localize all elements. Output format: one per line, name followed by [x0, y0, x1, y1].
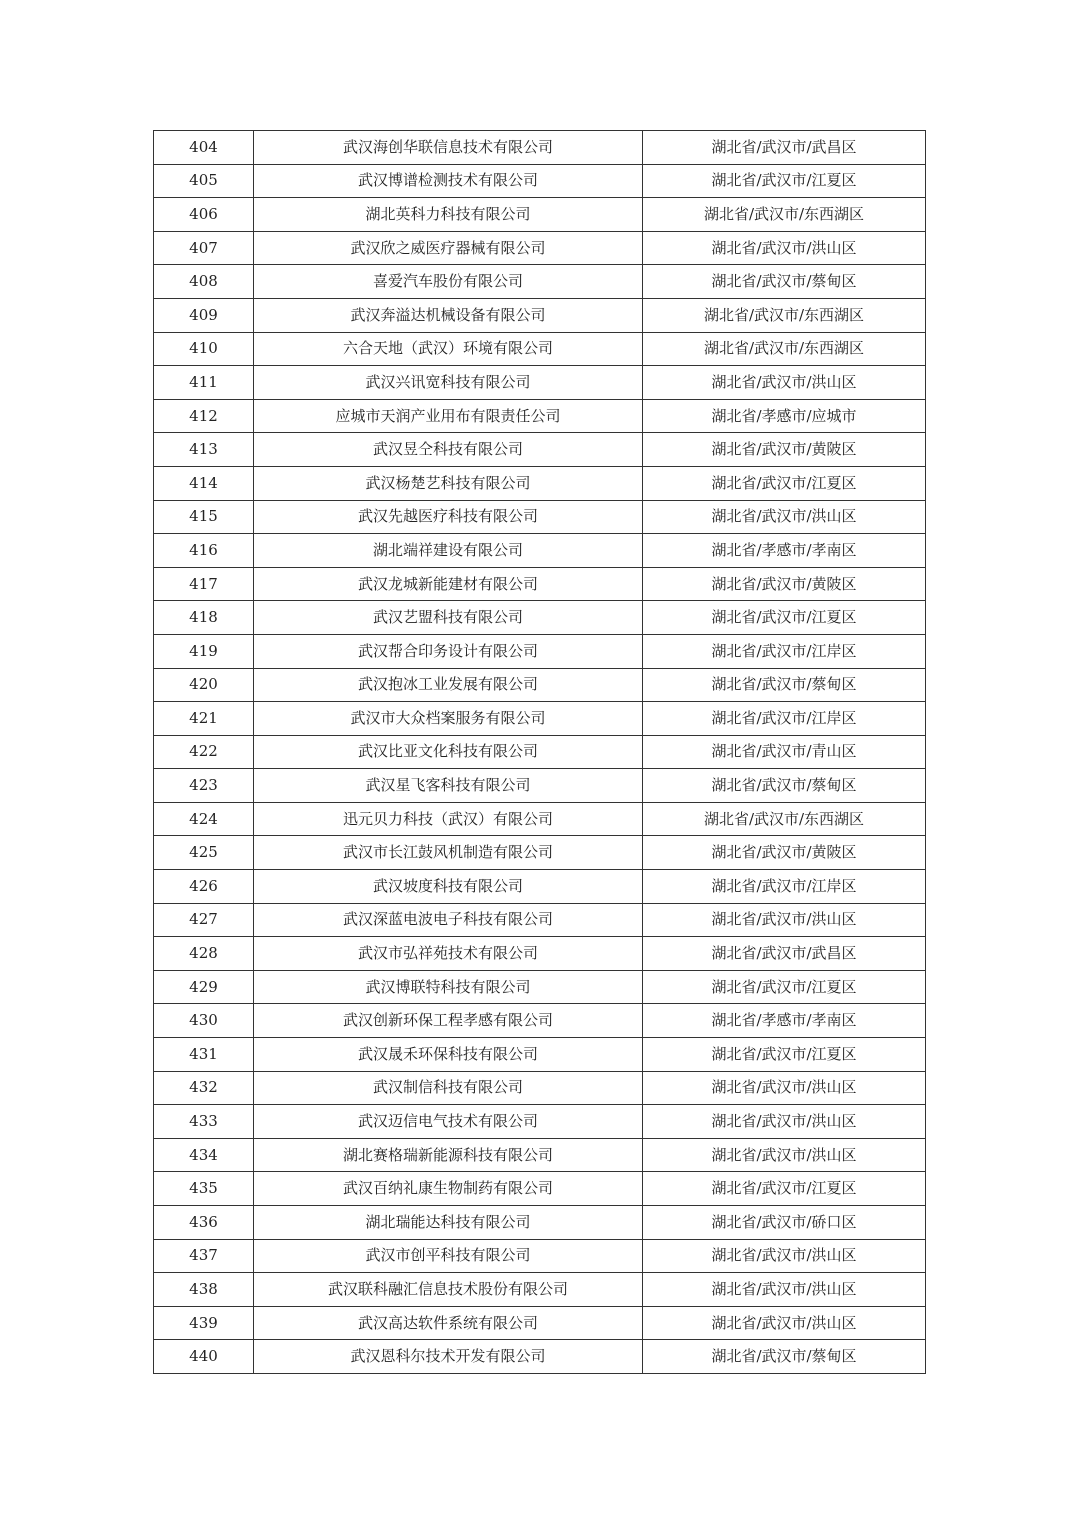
- company-name-cell: 武汉高达软件系统有限公司: [254, 1306, 643, 1340]
- table-row: [154, 836, 926, 870]
- table-row: [154, 970, 926, 1004]
- location-cell: 湖北省/武汉市/黄陂区: [643, 567, 926, 601]
- location-cell: 湖北省/武汉市/黄陂区: [643, 433, 926, 467]
- row-number-cell: 417: [154, 567, 254, 601]
- location-cell: 湖北省/孝感市/孝南区: [643, 534, 926, 568]
- location-cell: 湖北省/武汉市/江夏区: [643, 970, 926, 1004]
- row-number-cell: 405: [154, 164, 254, 198]
- table-row: [154, 332, 926, 366]
- row-number-cell: 428: [154, 937, 254, 971]
- row-number-cell: 434: [154, 1138, 254, 1172]
- company-name-cell: 武汉市大众档案服务有限公司: [254, 702, 643, 736]
- table-row: [154, 1239, 926, 1273]
- company-name-cell: 武汉创新环保工程孝感有限公司: [254, 1004, 643, 1038]
- location-cell: 湖北省/孝感市/应城市: [643, 399, 926, 433]
- location-cell: 湖北省/武汉市/东西湖区: [643, 332, 926, 366]
- table-row: [154, 466, 926, 500]
- location-cell: 湖北省/武汉市/洪山区: [643, 903, 926, 937]
- company-name-cell: 武汉欣之威医疗器械有限公司: [254, 231, 643, 265]
- location-cell: 湖北省/武汉市/洪山区: [643, 1239, 926, 1273]
- table-row: [154, 769, 926, 803]
- table-row: [154, 668, 926, 702]
- row-number-cell: 423: [154, 769, 254, 803]
- table-row: [154, 903, 926, 937]
- row-number-cell: 420: [154, 668, 254, 702]
- location-cell: 湖北省/武汉市/东西湖区: [643, 802, 926, 836]
- row-number-cell: 404: [154, 131, 254, 165]
- row-number-cell: 426: [154, 870, 254, 904]
- table-row: [154, 1004, 926, 1038]
- row-number-cell: 418: [154, 601, 254, 635]
- company-list-table: [153, 130, 926, 1374]
- row-number-cell: 416: [154, 534, 254, 568]
- table-row: [154, 1105, 926, 1139]
- location-cell: 湖北省/武汉市/江夏区: [643, 164, 926, 198]
- company-name-cell: 武汉海创华联信息技术有限公司: [254, 131, 643, 165]
- row-number-cell: 411: [154, 366, 254, 400]
- table-row: [154, 1038, 926, 1072]
- location-cell: 湖北省/武汉市/洪山区: [643, 366, 926, 400]
- company-name-cell: 武汉市长江鼓风机制造有限公司: [254, 836, 643, 870]
- row-number-cell: 409: [154, 298, 254, 332]
- table-row: [154, 399, 926, 433]
- company-name-cell: 武汉博谱检测技术有限公司: [254, 164, 643, 198]
- table-body: [154, 131, 926, 1374]
- company-name-cell: 武汉深蓝电波电子科技有限公司: [254, 903, 643, 937]
- location-cell: 湖北省/武汉市/江夏区: [643, 466, 926, 500]
- location-cell: 湖北省/武汉市/蔡甸区: [643, 1340, 926, 1374]
- location-cell: 湖北省/武汉市/江夏区: [643, 601, 926, 635]
- table-row: [154, 1138, 926, 1172]
- row-number-cell: 408: [154, 265, 254, 299]
- company-name-cell: 湖北端祥建设有限公司: [254, 534, 643, 568]
- company-name-cell: 武汉艺盟科技有限公司: [254, 601, 643, 635]
- location-cell: 湖北省/武汉市/黄陂区: [643, 836, 926, 870]
- company-name-cell: 湖北英科力科技有限公司: [254, 198, 643, 232]
- table-row: [154, 231, 926, 265]
- location-cell: 湖北省/武汉市/江岸区: [643, 870, 926, 904]
- company-name-cell: 武汉比亚文化科技有限公司: [254, 735, 643, 769]
- row-number-cell: 427: [154, 903, 254, 937]
- location-cell: 湖北省/武汉市/青山区: [643, 735, 926, 769]
- location-cell: 湖北省/武汉市/洪山区: [643, 500, 926, 534]
- company-name-cell: 武汉帮合印务设计有限公司: [254, 634, 643, 668]
- row-number-cell: 431: [154, 1038, 254, 1072]
- table-row: [154, 567, 926, 601]
- table-row: [154, 500, 926, 534]
- location-cell: 湖北省/武汉市/洪山区: [643, 1138, 926, 1172]
- table-row: [154, 634, 926, 668]
- company-name-cell: 武汉制信科技有限公司: [254, 1071, 643, 1105]
- row-number-cell: 439: [154, 1306, 254, 1340]
- company-name-cell: 武汉迈信电气技术有限公司: [254, 1105, 643, 1139]
- row-number-cell: 440: [154, 1340, 254, 1374]
- location-cell: 湖北省/武汉市/蔡甸区: [643, 265, 926, 299]
- company-name-cell: 武汉先越医疗科技有限公司: [254, 500, 643, 534]
- location-cell: 湖北省/武汉市/江夏区: [643, 1038, 926, 1072]
- table-row: [154, 265, 926, 299]
- location-cell: 湖北省/武汉市/洪山区: [643, 1071, 926, 1105]
- location-cell: 湖北省/武汉市/江岸区: [643, 634, 926, 668]
- company-name-cell: 武汉恩科尔技术开发有限公司: [254, 1340, 643, 1374]
- company-name-cell: 武汉百纳礼康生物制药有限公司: [254, 1172, 643, 1206]
- table-row: [154, 1172, 926, 1206]
- row-number-cell: 438: [154, 1273, 254, 1307]
- company-name-cell: 武汉晟禾环保科技有限公司: [254, 1038, 643, 1072]
- location-cell: 湖北省/武汉市/江岸区: [643, 702, 926, 736]
- location-cell: 湖北省/武汉市/蔡甸区: [643, 769, 926, 803]
- row-number-cell: 422: [154, 735, 254, 769]
- table-row: [154, 534, 926, 568]
- table-row: [154, 601, 926, 635]
- row-number-cell: 410: [154, 332, 254, 366]
- company-name-cell: 武汉市创平科技有限公司: [254, 1239, 643, 1273]
- location-cell: 湖北省/武汉市/洪山区: [643, 1273, 926, 1307]
- location-cell: 湖北省/武汉市/江夏区: [643, 1172, 926, 1206]
- company-name-cell: 武汉星飞客科技有限公司: [254, 769, 643, 803]
- location-cell: 湖北省/武汉市/武昌区: [643, 937, 926, 971]
- location-cell: 湖北省/武汉市/洪山区: [643, 231, 926, 265]
- row-number-cell: 407: [154, 231, 254, 265]
- table-row: [154, 1273, 926, 1307]
- row-number-cell: 424: [154, 802, 254, 836]
- table-row: [154, 131, 926, 165]
- row-number-cell: 436: [154, 1206, 254, 1240]
- company-name-cell: 武汉龙城新能建材有限公司: [254, 567, 643, 601]
- table-row: [154, 735, 926, 769]
- row-number-cell: 406: [154, 198, 254, 232]
- location-cell: 湖北省/武汉市/蔡甸区: [643, 668, 926, 702]
- company-name-cell: 武汉抱冰工业发展有限公司: [254, 668, 643, 702]
- company-name-cell: 武汉坡度科技有限公司: [254, 870, 643, 904]
- row-number-cell: 430: [154, 1004, 254, 1038]
- table-row: [154, 802, 926, 836]
- company-name-cell: 武汉博联特科技有限公司: [254, 970, 643, 1004]
- row-number-cell: 412: [154, 399, 254, 433]
- row-number-cell: 413: [154, 433, 254, 467]
- location-cell: 湖北省/武汉市/洪山区: [643, 1105, 926, 1139]
- table-row: [154, 198, 926, 232]
- company-name-cell: 应城市天润产业用布有限责任公司: [254, 399, 643, 433]
- row-number-cell: 425: [154, 836, 254, 870]
- row-number-cell: 414: [154, 466, 254, 500]
- company-name-cell: 武汉昱仝科技有限公司: [254, 433, 643, 467]
- table-row: [154, 1306, 926, 1340]
- company-name-cell: 湖北瑞能达科技有限公司: [254, 1206, 643, 1240]
- location-cell: 湖北省/武汉市/武昌区: [643, 131, 926, 165]
- location-cell: 湖北省/武汉市/洪山区: [643, 1306, 926, 1340]
- table-row: [154, 1206, 926, 1240]
- company-name-cell: 湖北赛格瑞新能源科技有限公司: [254, 1138, 643, 1172]
- company-name-cell: 武汉杨楚艺科技有限公司: [254, 466, 643, 500]
- row-number-cell: 433: [154, 1105, 254, 1139]
- table-row: [154, 870, 926, 904]
- table-row: [154, 702, 926, 736]
- row-number-cell: 435: [154, 1172, 254, 1206]
- company-name-cell: 武汉联科融汇信息技术股份有限公司: [254, 1273, 643, 1307]
- row-number-cell: 415: [154, 500, 254, 534]
- row-number-cell: 429: [154, 970, 254, 1004]
- row-number-cell: 437: [154, 1239, 254, 1273]
- table-row: [154, 298, 926, 332]
- table-row: [154, 164, 926, 198]
- company-name-cell: 六合天地（武汉）环境有限公司: [254, 332, 643, 366]
- company-name-cell: 武汉市弘祥苑技术有限公司: [254, 937, 643, 971]
- table-row: [154, 1340, 926, 1374]
- row-number-cell: 419: [154, 634, 254, 668]
- company-name-cell: 武汉奔溢达机械设备有限公司: [254, 298, 643, 332]
- table-row: [154, 1071, 926, 1105]
- location-cell: 湖北省/孝感市/孝南区: [643, 1004, 926, 1038]
- location-cell: 湖北省/武汉市/东西湖区: [643, 298, 926, 332]
- location-cell: 湖北省/武汉市/东西湖区: [643, 198, 926, 232]
- company-name-cell: 武汉兴讯宽科技有限公司: [254, 366, 643, 400]
- row-number-cell: 421: [154, 702, 254, 736]
- table-row: [154, 366, 926, 400]
- company-name-cell: 迅元贝力科技（武汉）有限公司: [254, 802, 643, 836]
- row-number-cell: 432: [154, 1071, 254, 1105]
- location-cell: 湖北省/武汉市/硚口区: [643, 1206, 926, 1240]
- company-name-cell: 喜爱汽车股份有限公司: [254, 265, 643, 299]
- table-row: [154, 937, 926, 971]
- table-row: [154, 433, 926, 467]
